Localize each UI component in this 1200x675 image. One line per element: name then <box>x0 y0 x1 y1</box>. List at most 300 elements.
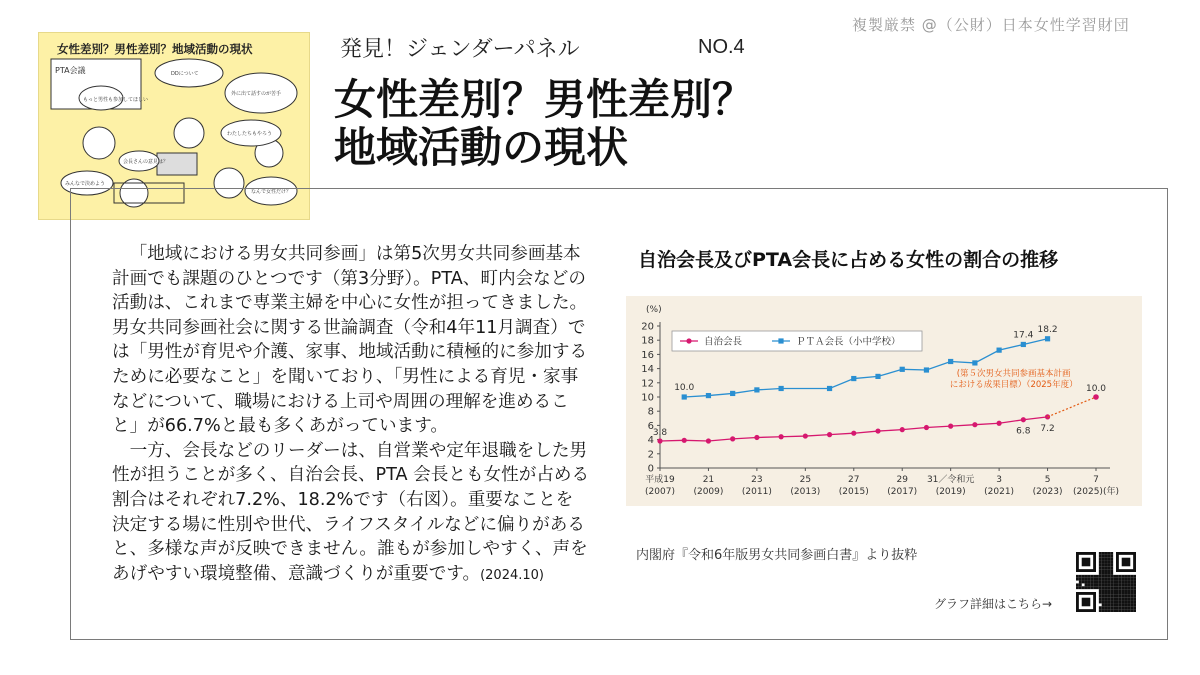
qr-module <box>1107 589 1110 592</box>
qr-module <box>1107 578 1110 581</box>
legend-label-1: 自治会長 <box>704 336 743 348</box>
qr-module <box>1133 575 1136 578</box>
x-tick-label: 25 <box>799 475 812 485</box>
qr-module <box>1102 586 1105 589</box>
bubble-text: 会長さんの意見は？ <box>123 159 169 165</box>
x-tick-label: 29 <box>896 475 908 485</box>
qr-module <box>1110 609 1113 612</box>
title-line-2: 地域活動の現状 <box>334 123 629 172</box>
body-paragraph-2 <box>112 439 590 589</box>
qr-module <box>1107 601 1110 604</box>
qr-module <box>1105 555 1108 558</box>
data-point-series-2 <box>706 393 711 398</box>
data-point-series-2 <box>754 387 759 392</box>
copyright-notice: 複製厳禁 @（公財）日本女性学習財団 <box>852 16 1130 34</box>
x-tick-label: 平成19 <box>645 475 675 485</box>
qr-module <box>1133 578 1136 581</box>
qr-module <box>1116 606 1119 609</box>
qr-module <box>1105 589 1108 592</box>
qr-module <box>1127 581 1130 584</box>
data-point-series-1 <box>997 421 1002 426</box>
legend-label-2: ＰＴＡ会長（小中学校） <box>796 336 901 348</box>
data-point-series-1 <box>657 438 662 443</box>
qr-module <box>1076 578 1079 581</box>
qr-module <box>1122 586 1125 589</box>
qr-module <box>1110 581 1113 584</box>
qr-module <box>1105 601 1108 604</box>
qr-code-icon[interactable] <box>1076 552 1136 612</box>
qr-module <box>1127 583 1130 586</box>
page-title <box>334 76 754 172</box>
qr-module <box>1102 595 1105 598</box>
qr-module <box>1105 583 1108 586</box>
qr-module <box>1110 589 1113 592</box>
qr-module <box>1107 598 1110 601</box>
qr-module <box>1125 598 1128 601</box>
qr-module <box>1102 566 1105 569</box>
qr-module <box>1119 595 1122 598</box>
qr-module <box>1130 595 1133 598</box>
data-point-series-2 <box>972 360 977 365</box>
qr-module <box>1125 583 1128 586</box>
qr-module <box>1102 589 1105 592</box>
qr-module <box>1093 586 1096 589</box>
qr-module <box>1099 558 1102 561</box>
qr-module <box>1099 552 1102 555</box>
qr-module <box>1116 589 1119 592</box>
target-note: における成果目標）（2025年度） <box>949 380 1078 391</box>
data-point-series-1 <box>730 436 735 441</box>
qr-module <box>1125 578 1128 581</box>
qr-module <box>1076 583 1079 586</box>
qr-module <box>1102 555 1105 558</box>
target-note: (第５次男女共同参画基本計画 <box>956 369 1071 380</box>
x-tick-label: (2019) <box>935 487 966 497</box>
qr-module <box>1125 592 1128 595</box>
x-tick-label: (2011) <box>741 487 772 497</box>
qr-module <box>1093 583 1096 586</box>
qr-module <box>1099 563 1102 566</box>
qr-module <box>1105 569 1108 572</box>
qr-module <box>1079 586 1082 589</box>
qr-module <box>1113 583 1116 586</box>
y-tick-label: 10 <box>641 392 654 404</box>
details-link[interactable]: グラフ詳細はこちら→ <box>934 597 1053 611</box>
thumbnail-title: 女性差別？男性差別？地域活動の現状 <box>57 42 253 56</box>
qr-module <box>1076 586 1079 589</box>
legend-marker-1 <box>686 338 691 343</box>
qr-module <box>1133 595 1136 598</box>
qr-module <box>1105 595 1108 598</box>
qr-module <box>1119 609 1122 612</box>
qr-module <box>1113 598 1116 601</box>
legend-marker-2 <box>778 338 783 343</box>
qr-module <box>1099 575 1102 578</box>
qr-module <box>1093 575 1096 578</box>
body-text <box>112 242 590 588</box>
qr-module <box>1079 583 1082 586</box>
qr-module <box>1087 578 1090 581</box>
data-point-series-2 <box>1045 336 1050 341</box>
qr-module <box>1130 589 1133 592</box>
x-tick-label: 21 <box>702 475 715 485</box>
data-point-series-2 <box>997 348 1002 353</box>
qr-module <box>1102 606 1105 609</box>
qr-module <box>1110 592 1113 595</box>
qr-module <box>1119 606 1122 609</box>
qr-module <box>1085 575 1088 578</box>
qr-module <box>1127 575 1130 578</box>
qr-module <box>1107 609 1110 612</box>
qr-module <box>1105 566 1108 569</box>
data-label: 18.2 <box>1037 324 1058 335</box>
data-point-series-1 <box>803 433 808 438</box>
qr-module <box>1076 575 1079 578</box>
data-point-series-1 <box>972 422 977 427</box>
qr-module <box>1113 606 1116 609</box>
data-point-series-1 <box>1045 414 1050 419</box>
qr-module <box>1093 578 1096 581</box>
data-label: 10.0 <box>674 383 695 393</box>
qr-module <box>1119 581 1122 584</box>
qr-module <box>1107 586 1110 589</box>
qr-module <box>1099 589 1102 592</box>
qr-module <box>1116 575 1119 578</box>
x-tick-label: (2015) <box>838 487 869 497</box>
data-point-series-2 <box>875 374 880 379</box>
qr-module <box>1090 583 1093 586</box>
qr-module <box>1110 563 1113 566</box>
qr-module <box>1105 563 1108 566</box>
qr-module <box>1119 586 1122 589</box>
qr-module <box>1099 572 1102 575</box>
qr-module <box>1085 581 1088 584</box>
qr-module <box>1127 595 1130 598</box>
qr-module <box>1099 595 1102 598</box>
y-tick-label: 20 <box>641 321 654 333</box>
qr-module <box>1105 552 1108 555</box>
qr-module <box>1107 552 1110 555</box>
qr-module <box>1130 575 1133 578</box>
qr-module <box>1122 598 1125 601</box>
data-point-series-2 <box>827 386 832 391</box>
qr-module <box>1116 595 1119 598</box>
qr-module <box>1099 569 1102 572</box>
qr-module <box>1113 609 1116 612</box>
qr-module <box>1133 606 1136 609</box>
qr-module <box>1102 569 1105 572</box>
qr-module <box>1125 589 1128 592</box>
qr-module <box>1110 601 1113 604</box>
qr-module <box>1119 575 1122 578</box>
bubble-text: なんで女性だけ？ <box>251 189 292 195</box>
qr-module <box>1107 575 1110 578</box>
y-tick-label: 0 <box>647 463 654 475</box>
data-label: 17.4 <box>1013 330 1034 341</box>
qr-module <box>1130 603 1133 606</box>
target-projection-line <box>1048 397 1096 417</box>
qr-module <box>1082 575 1085 578</box>
qr-module <box>1102 561 1105 564</box>
qr-module <box>1090 586 1093 589</box>
qr-module <box>1099 583 1102 586</box>
qr-module <box>1122 595 1125 598</box>
target-point <box>1093 394 1099 400</box>
data-point-series-1 <box>779 434 784 439</box>
qr-module <box>1133 583 1136 586</box>
qr-module <box>1110 578 1113 581</box>
data-point-series-1 <box>754 435 759 440</box>
y-tick-label: 14 <box>641 364 654 376</box>
qr-module <box>1122 601 1125 604</box>
qr-module <box>1102 603 1105 606</box>
qr-module <box>1110 595 1113 598</box>
qr-module <box>1133 598 1136 601</box>
panel-number: NO.4 <box>698 36 745 58</box>
y-tick-label: 2 <box>647 449 654 461</box>
publication-date: (2024.10) <box>480 567 544 583</box>
qr-module <box>1127 589 1130 592</box>
qr-module <box>1110 555 1113 558</box>
qr-module <box>1082 586 1085 589</box>
qr-module <box>1113 589 1116 592</box>
qr-module <box>1102 583 1105 586</box>
qr-module <box>1119 589 1122 592</box>
x-tick-label: 5 <box>1044 475 1051 485</box>
qr-module <box>1133 586 1136 589</box>
qr-module <box>1113 601 1116 604</box>
qr-module <box>1105 558 1108 561</box>
x-tick-label: 27 <box>848 475 860 485</box>
qr-module <box>1099 578 1102 581</box>
qr-module <box>1125 586 1128 589</box>
body-paragraph-2-text: 一方、会長などのリーダーは、自営業や定年退職をした男性が担うことが多く、自治会長、PTA 会長とも女性が占める割合はそれぞれ7.2%、18.2%です（右図）。重要なことを決定する場に性別や世代、ライフスタイルなどに偏りがあると、多様な声が反映できません。誰もが参加しやすく、声をあげやすい環境整備、意識づくりが重要です。 <box>112 440 590 584</box>
qr-module <box>1096 581 1099 584</box>
qr-module <box>1099 598 1102 601</box>
x-tick-label: 7 <box>1093 475 1099 485</box>
qr-module <box>1116 586 1119 589</box>
qr-module <box>1127 578 1130 581</box>
data-label: 3.8 <box>652 428 668 439</box>
qr-module <box>1107 583 1110 586</box>
qr-module <box>1102 563 1105 566</box>
x-tick-label: (2009) <box>693 487 724 497</box>
qr-module <box>1110 552 1113 555</box>
qr-module <box>1110 583 1113 586</box>
data-label: 6.8 <box>1016 426 1031 437</box>
qr-module <box>1122 575 1125 578</box>
qr-module <box>1133 589 1136 592</box>
body-paragraph-1: 「地域における男女共同参画」は第5次男女共同参画基本計画でも課題のひとつです（第3分野）。PTA、町内会などの活動は、これまで専業主婦を中心に女性が担ってきました。男女共同参画社会に関する世論調査（令和4年11月調査）では「男性が育児や介護、家事、地域活動に積極的に参加するために必要なこと」を聞いており、「男性による育児・家事などについて、職場における上司や周囲の理解を進めること」が66.7%と最も多くあがっています。 <box>112 244 588 437</box>
qr-module <box>1099 555 1102 558</box>
qr-module <box>1113 592 1116 595</box>
qr-module <box>1096 586 1099 589</box>
qr-module <box>1110 558 1113 561</box>
qr-module <box>1105 598 1108 601</box>
target-label: 10.0 <box>1085 384 1107 394</box>
qr-module <box>1096 578 1099 581</box>
x-tick-label: (2021) <box>984 487 1015 497</box>
qr-module <box>1119 601 1122 604</box>
qr-module <box>1105 572 1108 575</box>
qr-module <box>1107 561 1110 564</box>
qr-module <box>1116 592 1119 595</box>
data-point-series-2 <box>682 394 687 399</box>
qr-module <box>1130 578 1133 581</box>
data-label: 7.2 <box>1040 423 1055 434</box>
qr-module <box>1110 606 1113 609</box>
data-point-series-2 <box>730 391 735 396</box>
data-point-series-1 <box>900 427 905 432</box>
qr-module <box>1082 581 1085 584</box>
qr-module <box>1122 558 1131 567</box>
qr-module <box>1130 583 1133 586</box>
qr-module <box>1102 598 1105 601</box>
qr-module <box>1110 561 1113 564</box>
qr-module <box>1102 578 1105 581</box>
qr-module <box>1105 578 1108 581</box>
data-point-series-1 <box>851 431 856 436</box>
data-point-series-2 <box>779 386 784 391</box>
qr-module <box>1107 572 1110 575</box>
qr-module <box>1125 606 1128 609</box>
qr-module <box>1099 609 1102 612</box>
qr-module <box>1099 561 1102 564</box>
y-tick-label: 4 <box>647 435 654 447</box>
qr-module <box>1119 578 1122 581</box>
qr-module <box>1119 583 1122 586</box>
qr-module <box>1122 592 1125 595</box>
qr-module <box>1105 575 1108 578</box>
qr-module <box>1102 558 1105 561</box>
chart-area <box>626 296 1142 506</box>
qr-module <box>1110 572 1113 575</box>
qr-module <box>1127 586 1130 589</box>
qr-module <box>1133 603 1136 606</box>
data-point-series-2 <box>900 367 905 372</box>
source-note: 内閣府『令和6年版男女共同参画白書』より抜粋 <box>636 548 918 563</box>
y-tick-label: 12 <box>641 378 654 390</box>
title-line-1: 女性差別？男性差別？ <box>334 75 755 124</box>
x-tick-label: 23 <box>751 475 763 485</box>
y-tick-label: 6 <box>647 420 654 432</box>
data-point-series-2 <box>1021 342 1026 347</box>
data-point-series-1 <box>682 438 687 443</box>
qr-module <box>1090 578 1093 581</box>
chart-title: 自治会長及びPTA会長に占める女性の割合の推移 <box>638 249 1059 271</box>
qr-module <box>1130 581 1133 584</box>
qr-module <box>1099 592 1102 595</box>
qr-module <box>1082 598 1091 607</box>
qr-module <box>1090 581 1093 584</box>
qr-module <box>1087 575 1090 578</box>
x-tick-label: (2023) <box>1032 487 1063 497</box>
qr-module <box>1133 601 1136 604</box>
qr-module <box>1107 603 1110 606</box>
qr-module <box>1113 603 1116 606</box>
qr-module <box>1105 592 1108 595</box>
y-tick-label: 8 <box>647 406 654 418</box>
qr-module <box>1105 581 1108 584</box>
qr-module <box>1113 578 1116 581</box>
qr-module <box>1130 609 1133 612</box>
series-name: 発見！ジェンダーパネル <box>340 37 580 62</box>
x-tick-label: (2025)(年) <box>1073 487 1119 497</box>
qr-module <box>1116 601 1119 604</box>
qr-module <box>1079 578 1082 581</box>
qr-module <box>1127 598 1130 601</box>
qr-module <box>1082 578 1085 581</box>
data-point-series-2 <box>851 376 856 381</box>
x-tick-label: (2017) <box>887 487 918 497</box>
qr-module <box>1107 581 1110 584</box>
bubble-text: もっと男性も参加してほしい <box>83 97 149 103</box>
qr-module <box>1107 569 1110 572</box>
qr-module <box>1113 586 1116 589</box>
qr-module <box>1085 586 1088 589</box>
qr-module <box>1102 572 1105 575</box>
data-point-series-2 <box>924 367 929 372</box>
qr-module <box>1127 603 1130 606</box>
x-tick-label: 31／令和元 <box>926 475 975 485</box>
qr-module <box>1107 558 1110 561</box>
qr-module <box>1116 603 1119 606</box>
y-axis-unit: (%) <box>646 305 662 315</box>
qr-module <box>1130 601 1133 604</box>
qr-module <box>1125 595 1128 598</box>
qr-module <box>1082 558 1091 567</box>
qr-module <box>1110 586 1113 589</box>
qr-module <box>1093 581 1096 584</box>
qr-module <box>1122 578 1125 581</box>
qr-module <box>1119 592 1122 595</box>
qr-module <box>1122 606 1125 609</box>
line-chart <box>626 296 1142 506</box>
data-point-series-1 <box>924 425 929 430</box>
qr-module <box>1113 581 1116 584</box>
data-point-series-1 <box>875 428 880 433</box>
qr-module <box>1102 601 1105 604</box>
qr-module <box>1110 566 1113 569</box>
qr-module <box>1099 586 1102 589</box>
qr-module <box>1116 581 1119 584</box>
data-point-series-1 <box>948 424 953 429</box>
bubble-text: PTA会議 <box>55 66 86 75</box>
qr-module <box>1130 598 1133 601</box>
qr-module <box>1125 581 1128 584</box>
x-tick-label: (2013) <box>790 487 821 497</box>
qr-module <box>1127 609 1130 612</box>
qr-module <box>1102 552 1105 555</box>
qr-module <box>1096 575 1099 578</box>
qr-module <box>1119 603 1122 606</box>
qr-module <box>1099 566 1102 569</box>
qr-module <box>1105 606 1108 609</box>
qr-module <box>1125 601 1128 604</box>
qr-module <box>1116 609 1119 612</box>
qr-module <box>1105 603 1108 606</box>
qr-module <box>1116 578 1119 581</box>
qr-module <box>1107 563 1110 566</box>
qr-module <box>1113 575 1116 578</box>
qr-module <box>1122 603 1125 606</box>
qr-module <box>1105 586 1108 589</box>
y-tick-label: 18 <box>641 335 654 347</box>
qr-module <box>1090 575 1093 578</box>
qr-module <box>1125 575 1128 578</box>
qr-module <box>1085 583 1088 586</box>
qr-module <box>1099 601 1102 604</box>
